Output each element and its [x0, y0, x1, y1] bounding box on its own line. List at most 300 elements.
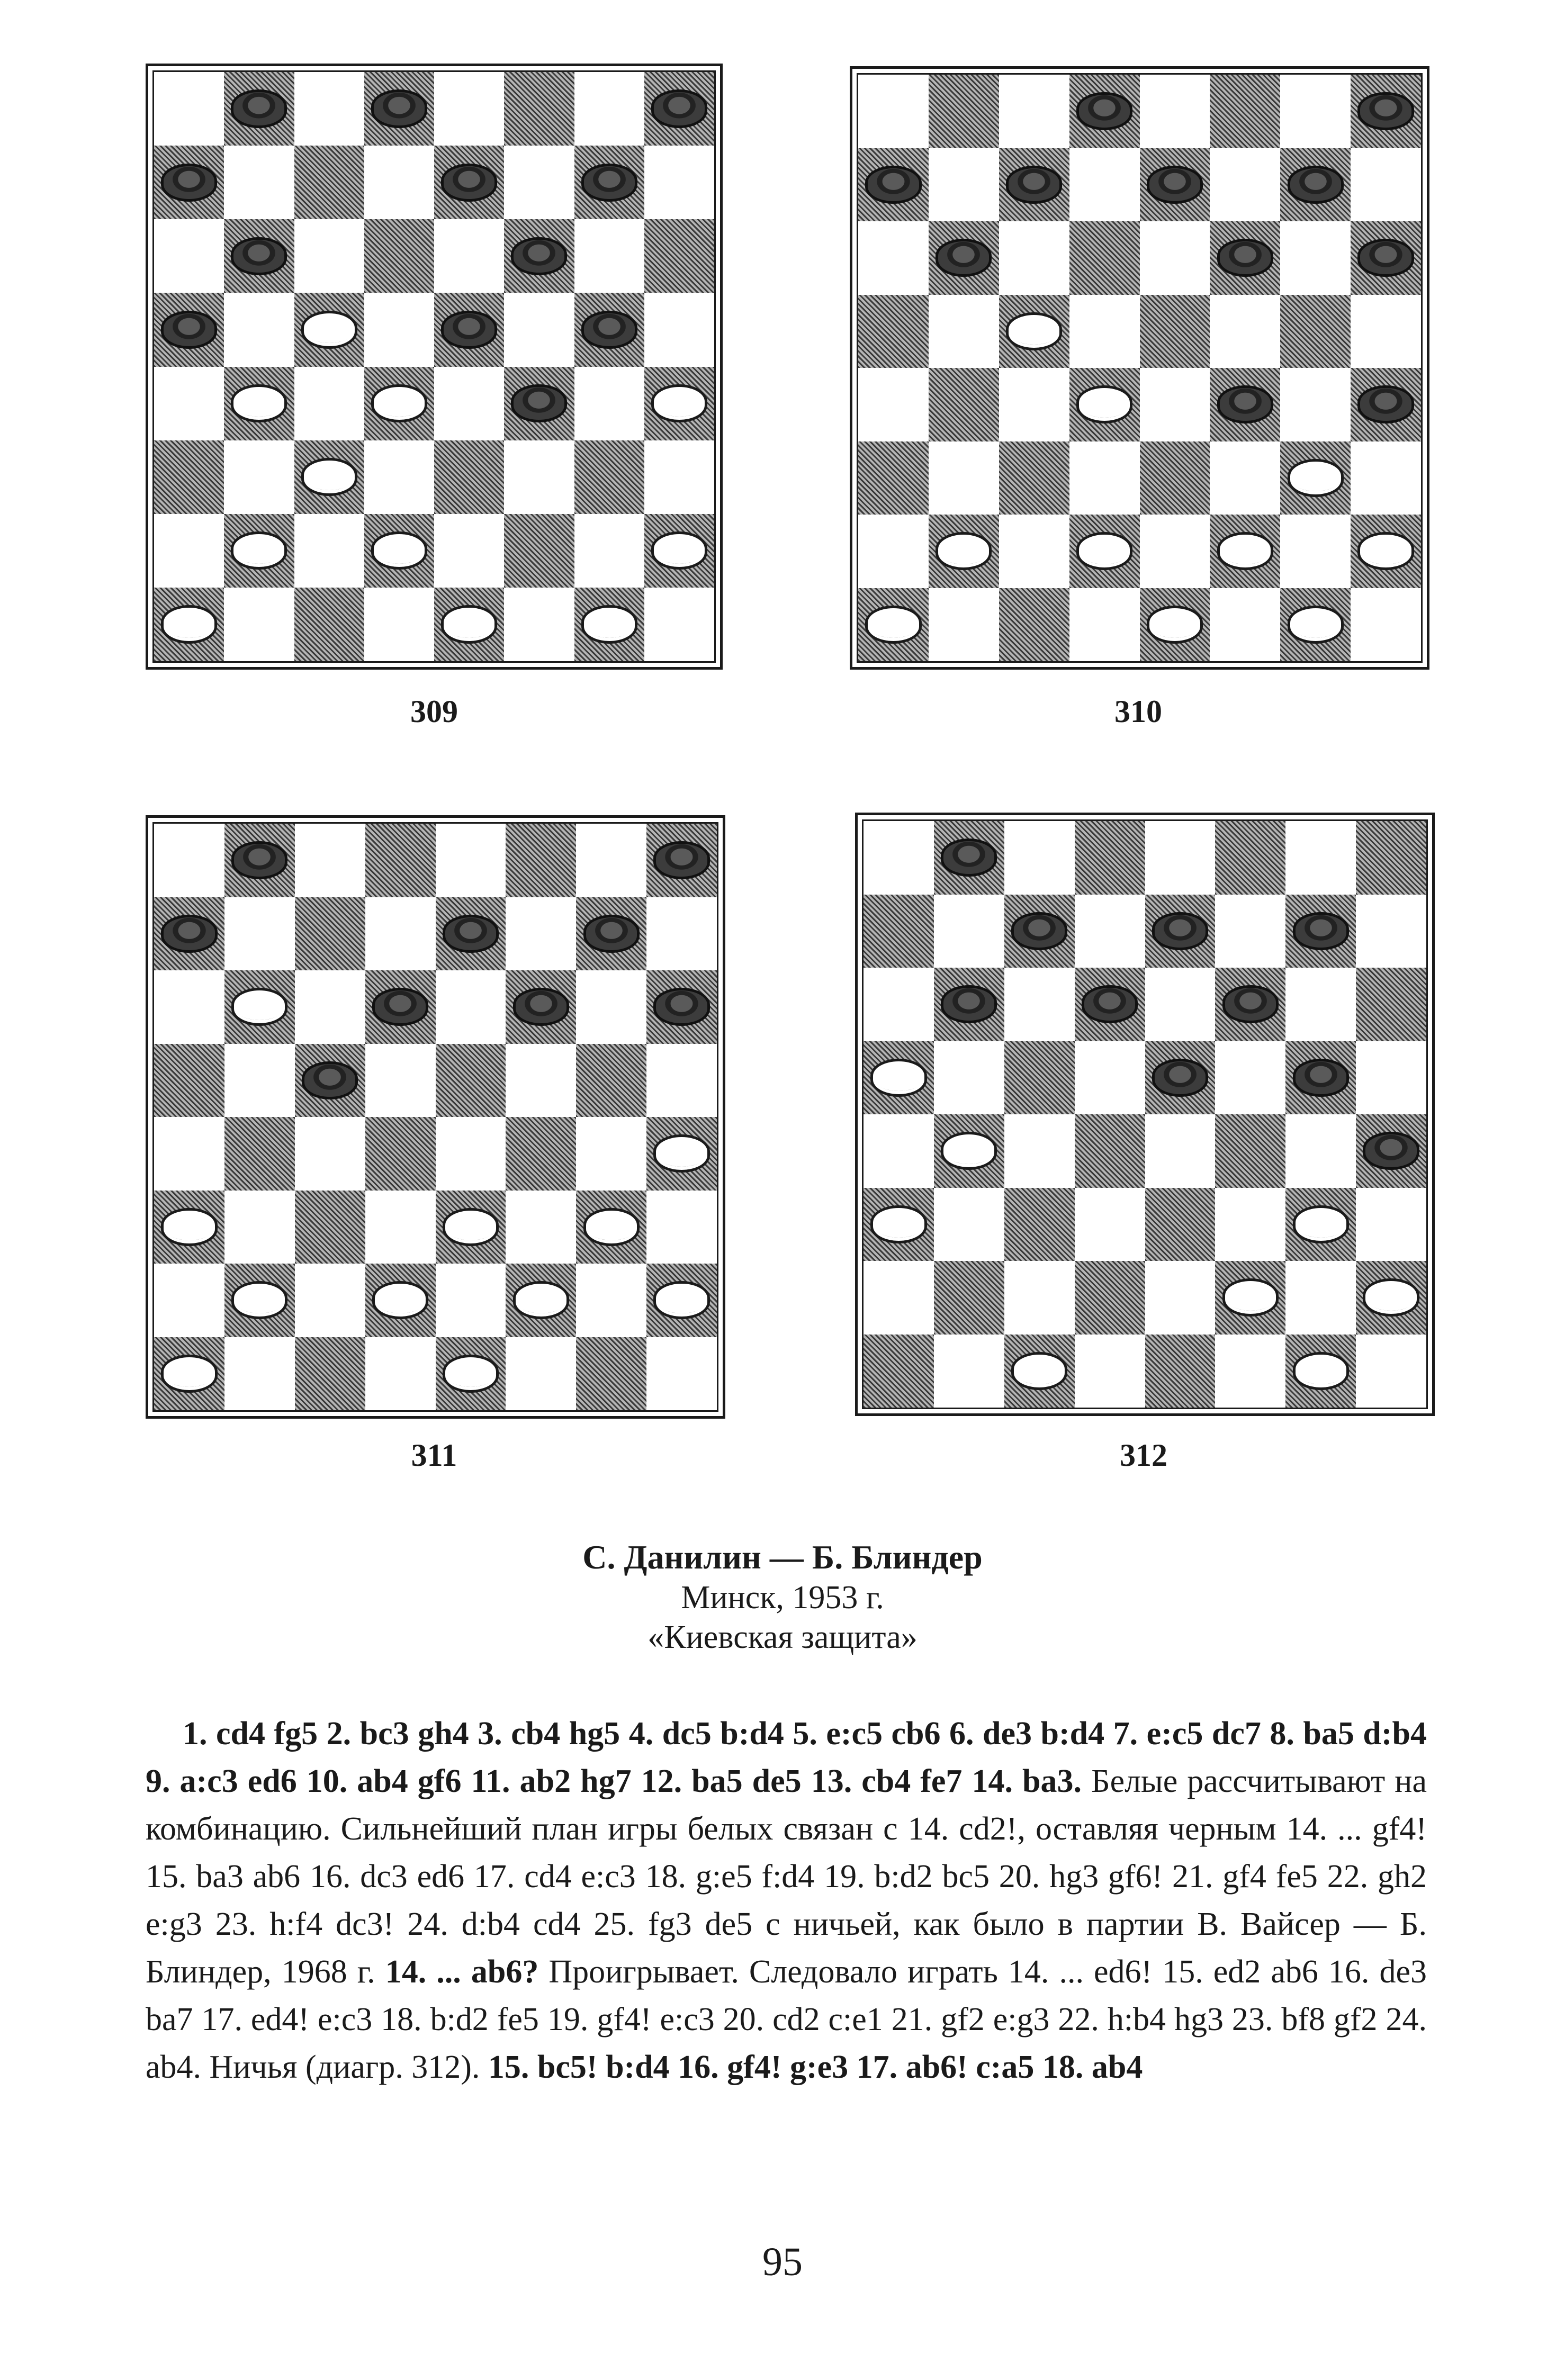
- square-h5: [646, 1044, 717, 1117]
- square-e7: [434, 146, 504, 219]
- square-g1: [576, 1337, 646, 1411]
- black-piece-a7: [161, 915, 217, 953]
- square-h6: [644, 219, 714, 293]
- black-piece-g7: [1293, 912, 1349, 950]
- white-piece-g1: [1293, 1352, 1349, 1390]
- square-c7: [295, 897, 365, 971]
- square-d2: [1075, 1261, 1145, 1335]
- white-piece-b6: [231, 988, 287, 1026]
- black-piece-b8: [941, 839, 997, 877]
- square-d3: [1075, 1188, 1145, 1261]
- commentary-text: Проигрывает. Следовало играть 14. ... ed6! 15. ed2 ab6 16. de3 ba7 17. ed4! e:c3 18. b:d2 fe5 19. gf4! e:c3 20. cd2 c:e1 21. gf2 e:g3 22. h:b4 hg3 23. bf8 gf2 24. ab4. Ничья (диагр. 312).: [146, 1954, 1427, 2085]
- board-312: [862, 819, 1428, 1409]
- square-g4: [576, 1117, 646, 1191]
- white-piece-a5: [870, 1059, 927, 1097]
- square-b1: [934, 1335, 1004, 1408]
- square-g7: [1280, 148, 1351, 222]
- white-piece-c3: [301, 458, 357, 496]
- white-piece-d4: [1076, 385, 1132, 423]
- square-d7: [365, 897, 436, 971]
- square-c7: [999, 148, 1069, 222]
- square-b8: [929, 75, 999, 148]
- square-e3: [1140, 441, 1210, 515]
- white-piece-h4: [651, 384, 707, 422]
- square-c2: [294, 514, 364, 588]
- black-piece-h4: [1357, 385, 1414, 423]
- square-e8: [434, 72, 504, 146]
- square-b3: [224, 440, 294, 514]
- square-f8: [506, 824, 576, 897]
- square-d2: [1069, 515, 1140, 588]
- board-311: [152, 822, 718, 1412]
- square-b3: [929, 441, 999, 515]
- white-piece-h2: [1357, 532, 1414, 570]
- square-a7: [864, 895, 934, 968]
- black-piece-h6: [1357, 239, 1414, 277]
- square-e6: [434, 219, 504, 293]
- square-a3: [858, 441, 929, 515]
- square-b8: [934, 821, 1004, 895]
- square-c7: [294, 146, 364, 219]
- square-h8: [1351, 75, 1421, 148]
- black-piece-g5: [1293, 1059, 1349, 1097]
- white-piece-e1: [441, 605, 497, 643]
- square-b6: [224, 970, 295, 1044]
- black-piece-e5: [1152, 1059, 1208, 1097]
- square-a1: [154, 588, 224, 661]
- square-g2: [1280, 515, 1351, 588]
- square-b5: [929, 295, 999, 368]
- square-d8: [365, 824, 436, 897]
- square-f4: [1210, 368, 1280, 441]
- square-c2: [1004, 1261, 1075, 1335]
- square-d1: [365, 1337, 436, 1411]
- square-b2: [934, 1261, 1004, 1335]
- square-g6: [1280, 221, 1351, 295]
- diagram-number-312: 312: [1120, 1438, 1167, 1473]
- black-piece-g5: [581, 311, 637, 349]
- square-f4: [506, 1117, 576, 1191]
- square-d1: [1069, 588, 1140, 662]
- diagram-311: [146, 815, 725, 1419]
- square-c8: [999, 75, 1069, 148]
- square-f1: [506, 1337, 576, 1411]
- square-h5: [644, 293, 714, 366]
- white-piece-e1: [1147, 606, 1203, 644]
- white-piece-b4: [941, 1132, 997, 1170]
- square-e4: [436, 1117, 506, 1191]
- square-e5: [1145, 1041, 1216, 1115]
- black-piece-e5: [441, 311, 497, 349]
- square-g7: [1285, 895, 1356, 968]
- square-g4: [1285, 1114, 1356, 1188]
- board-frame: [146, 815, 725, 1419]
- black-piece-h8: [1357, 92, 1414, 130]
- square-g2: [576, 1264, 646, 1337]
- square-f5: [506, 1044, 576, 1117]
- square-h5: [1351, 295, 1421, 368]
- square-e7: [436, 897, 506, 971]
- black-piece-d6: [372, 988, 428, 1026]
- square-g2: [574, 514, 644, 588]
- white-piece-g3: [1288, 459, 1344, 497]
- square-e6: [436, 970, 506, 1044]
- square-f5: [1215, 1041, 1285, 1115]
- black-piece-e7: [443, 915, 499, 953]
- square-b7: [934, 895, 1004, 968]
- square-d4: [365, 1117, 436, 1191]
- black-piece-f4: [511, 384, 567, 422]
- square-a2: [858, 515, 929, 588]
- black-piece-b6: [231, 237, 287, 275]
- black-piece-g7: [1288, 166, 1344, 204]
- black-piece-e7: [1152, 912, 1208, 950]
- square-a1: [154, 1337, 224, 1411]
- square-a7: [154, 897, 224, 971]
- square-e5: [436, 1044, 506, 1117]
- square-c5: [295, 1044, 365, 1117]
- square-g8: [574, 72, 644, 146]
- square-h2: [646, 1264, 717, 1337]
- square-b3: [224, 1191, 295, 1264]
- square-b5: [224, 293, 294, 366]
- black-piece-h4: [1363, 1132, 1419, 1170]
- square-g3: [576, 1191, 646, 1264]
- black-piece-d8: [371, 89, 427, 128]
- square-a8: [864, 821, 934, 895]
- square-e5: [1140, 295, 1210, 368]
- square-e8: [1145, 821, 1216, 895]
- square-d7: [1069, 148, 1140, 222]
- square-h3: [1356, 1188, 1426, 1261]
- square-h2: [1351, 515, 1421, 588]
- square-h6: [1356, 968, 1426, 1041]
- page-number: 95: [762, 2240, 803, 2284]
- square-g3: [1285, 1188, 1356, 1261]
- square-c5: [294, 293, 364, 366]
- white-piece-g1: [1288, 606, 1344, 644]
- black-piece-b6: [941, 985, 997, 1023]
- white-piece-b2: [231, 531, 287, 570]
- square-g4: [574, 367, 644, 440]
- square-g8: [576, 824, 646, 897]
- square-g2: [1285, 1261, 1356, 1335]
- black-piece-h6: [653, 988, 709, 1026]
- square-a8: [858, 75, 929, 148]
- square-h7: [646, 897, 717, 971]
- square-h1: [1356, 1335, 1426, 1408]
- white-piece-g1: [581, 605, 637, 643]
- black-piece-e7: [441, 164, 497, 202]
- black-piece-f6: [1222, 985, 1279, 1023]
- square-h2: [1356, 1261, 1426, 1335]
- square-b4: [929, 368, 999, 441]
- square-b5: [934, 1041, 1004, 1115]
- square-g8: [1285, 821, 1356, 895]
- black-piece-h8: [653, 841, 709, 879]
- white-piece-f2: [1217, 532, 1273, 570]
- square-d8: [1069, 75, 1140, 148]
- square-d6: [365, 970, 436, 1044]
- square-g5: [574, 293, 644, 366]
- square-f2: [1210, 515, 1280, 588]
- white-piece-g3: [1293, 1205, 1349, 1243]
- square-c1: [294, 588, 364, 661]
- square-d2: [365, 1264, 436, 1337]
- square-h4: [1351, 368, 1421, 441]
- square-g7: [576, 897, 646, 971]
- square-g1: [574, 588, 644, 661]
- black-piece-f4: [1217, 385, 1273, 423]
- white-piece-a3: [161, 1208, 217, 1246]
- square-c8: [1004, 821, 1075, 895]
- square-h1: [1351, 588, 1421, 662]
- square-b7: [224, 897, 295, 971]
- white-piece-e3: [443, 1208, 499, 1246]
- white-piece-b4: [231, 384, 287, 422]
- square-e8: [1140, 75, 1210, 148]
- square-g5: [1280, 295, 1351, 368]
- square-h8: [1356, 821, 1426, 895]
- square-c8: [294, 72, 364, 146]
- square-h4: [646, 1117, 717, 1191]
- square-d8: [364, 72, 434, 146]
- square-d6: [1075, 968, 1145, 1041]
- square-h7: [1351, 148, 1421, 222]
- diagram-309: [146, 64, 723, 670]
- square-f3: [506, 1191, 576, 1264]
- square-a1: [858, 588, 929, 662]
- white-piece-c1: [1011, 1352, 1067, 1390]
- square-f3: [504, 440, 574, 514]
- diagram-312: [855, 813, 1435, 1416]
- square-h8: [646, 824, 717, 897]
- square-c4: [295, 1117, 365, 1191]
- square-b2: [224, 514, 294, 588]
- white-piece-f2: [513, 1281, 569, 1319]
- white-piece-c5: [301, 311, 357, 349]
- square-g4: [1280, 368, 1351, 441]
- square-f2: [504, 514, 574, 588]
- square-b3: [934, 1188, 1004, 1261]
- square-f1: [1215, 1335, 1285, 1408]
- black-piece-b8: [231, 89, 287, 128]
- square-f8: [504, 72, 574, 146]
- square-g1: [1280, 588, 1351, 662]
- square-a6: [864, 968, 934, 1041]
- square-h7: [1356, 895, 1426, 968]
- commentary-text: Белые рассчитывают на комбинацию. Сильнейший план игры белых связан с 14. cd2!, оставляя черным 14. ... gf4! 15. ba3 ab6 16. dc3 ed6 17. cd4 e:c3 18. g:e5 f:d4 19. b:d2 bc5 20. hg3 gf6! 21. gf4 fe5 22. gh2 e:g3 23. h:f4 dc3! 24. d:b4 cd4 25. fg3 de5 с ничьей, как было в партии В. Вайсер — Б. Блиндер, 1968 г.: [146, 1763, 1427, 1990]
- square-h4: [1356, 1114, 1426, 1188]
- black-piece-d6: [1082, 985, 1138, 1023]
- white-piece-a3: [870, 1205, 927, 1243]
- square-g5: [576, 1044, 646, 1117]
- black-piece-g7: [581, 164, 637, 202]
- white-piece-b2: [231, 1281, 287, 1319]
- square-a5: [154, 293, 224, 366]
- square-f3: [1215, 1188, 1285, 1261]
- square-g3: [574, 440, 644, 514]
- black-piece-e7: [1147, 166, 1203, 204]
- white-piece-h2: [1363, 1278, 1419, 1317]
- square-b8: [224, 72, 294, 146]
- square-c6: [1004, 968, 1075, 1041]
- white-piece-a1: [161, 1355, 217, 1393]
- square-a6: [154, 970, 224, 1044]
- square-a6: [154, 219, 224, 293]
- square-c4: [1004, 1114, 1075, 1188]
- square-a5: [864, 1041, 934, 1115]
- square-e1: [436, 1337, 506, 1411]
- square-a1: [864, 1335, 934, 1408]
- annotation-text: [146, 1710, 1427, 2091]
- square-g1: [1285, 1335, 1356, 1408]
- white-piece-c5: [1006, 312, 1062, 350]
- white-piece-b2: [936, 532, 992, 570]
- square-f7: [504, 146, 574, 219]
- square-h3: [646, 1191, 717, 1264]
- square-c5: [999, 295, 1069, 368]
- square-h6: [1351, 221, 1421, 295]
- square-b1: [224, 588, 294, 661]
- square-b4: [224, 1117, 295, 1191]
- square-f6: [1215, 968, 1285, 1041]
- black-piece-b8: [231, 841, 287, 879]
- white-piece-d2: [371, 531, 427, 570]
- black-piece-a7: [161, 164, 217, 202]
- square-e2: [436, 1264, 506, 1337]
- square-e7: [1140, 148, 1210, 222]
- square-h2: [644, 514, 714, 588]
- square-b6: [934, 968, 1004, 1041]
- game-players: С. Данилин — Б. Блиндер: [582, 1538, 983, 1576]
- square-b7: [929, 148, 999, 222]
- square-e1: [434, 588, 504, 661]
- square-d6: [1069, 221, 1140, 295]
- game-opening: «Киевская защита»: [647, 1619, 918, 1655]
- square-f6: [504, 219, 574, 293]
- square-b4: [224, 367, 294, 440]
- square-a4: [864, 1114, 934, 1188]
- black-piece-f6: [1217, 239, 1273, 277]
- square-d6: [364, 219, 434, 293]
- square-d3: [365, 1191, 436, 1264]
- square-c6: [999, 221, 1069, 295]
- square-c7: [1004, 895, 1075, 968]
- black-piece-c7: [1011, 912, 1067, 950]
- square-h8: [644, 72, 714, 146]
- square-d7: [1075, 895, 1145, 968]
- square-b2: [929, 515, 999, 588]
- square-e5: [434, 293, 504, 366]
- square-c3: [999, 441, 1069, 515]
- board-frame: [855, 813, 1435, 1416]
- square-e3: [436, 1191, 506, 1264]
- black-piece-h8: [651, 89, 707, 128]
- square-f1: [504, 588, 574, 661]
- square-d5: [365, 1044, 436, 1117]
- white-piece-f2: [1222, 1278, 1279, 1317]
- square-e4: [1145, 1114, 1216, 1188]
- square-d1: [364, 588, 434, 661]
- square-g6: [576, 970, 646, 1044]
- square-g3: [1280, 441, 1351, 515]
- square-c8: [295, 824, 365, 897]
- black-piece-d8: [1076, 92, 1132, 130]
- square-e4: [1140, 368, 1210, 441]
- white-piece-h2: [653, 1281, 709, 1319]
- black-piece-c5: [302, 1061, 358, 1099]
- square-d5: [1069, 295, 1140, 368]
- square-c4: [999, 368, 1069, 441]
- square-d7: [364, 146, 434, 219]
- square-b6: [929, 221, 999, 295]
- game-header: [0, 1538, 1565, 1656]
- black-piece-a5: [161, 311, 217, 349]
- board-309: [152, 70, 716, 663]
- square-d2: [364, 514, 434, 588]
- moves-text: 1. cd4 fg5 2. bc3 gh4 3. cb4 hg5 4. dc5 b:d4 5. e:c5 cb6 6. de3 b:d4 7. e:c5 dc7 8. ba5 d:b4 9. a:c3 ed6 10. ab4 gf6 11. ab2 hg7 12. ba5 de5 13. cb4 fe7 14. ba3.: [146, 1716, 1427, 1799]
- board-frame: [146, 64, 723, 670]
- white-piece-h2: [651, 531, 707, 570]
- square-f7: [1215, 895, 1285, 968]
- square-c1: [999, 588, 1069, 662]
- black-piece-c7: [1006, 166, 1062, 204]
- moves-text: 14. ... ab6?: [385, 1954, 549, 1990]
- square-a4: [154, 1117, 224, 1191]
- square-c6: [294, 219, 364, 293]
- diagram-number-309: 309: [410, 694, 458, 729]
- square-h6: [646, 970, 717, 1044]
- square-e6: [1140, 221, 1210, 295]
- square-f3: [1210, 441, 1280, 515]
- square-h1: [646, 1337, 717, 1411]
- square-f7: [506, 897, 576, 971]
- square-d5: [364, 293, 434, 366]
- square-h4: [644, 367, 714, 440]
- square-a2: [864, 1261, 934, 1335]
- square-e4: [434, 367, 504, 440]
- square-h3: [1351, 441, 1421, 515]
- black-piece-b6: [936, 239, 992, 277]
- square-e6: [1145, 968, 1216, 1041]
- square-f5: [504, 293, 574, 366]
- square-a6: [858, 221, 929, 295]
- black-piece-a7: [865, 166, 921, 204]
- square-a4: [858, 368, 929, 441]
- square-c4: [294, 367, 364, 440]
- white-piece-d2: [1076, 532, 1132, 570]
- diagram-number-310: 310: [1114, 694, 1162, 729]
- square-a5: [154, 1044, 224, 1117]
- square-f5: [1210, 295, 1280, 368]
- black-piece-g7: [583, 915, 640, 953]
- square-f7: [1210, 148, 1280, 222]
- square-b1: [929, 588, 999, 662]
- diagram-310: [850, 66, 1429, 670]
- board-310: [857, 73, 1423, 663]
- white-piece-h4: [653, 1134, 709, 1173]
- white-piece-d2: [372, 1281, 428, 1319]
- square-e2: [434, 514, 504, 588]
- square-f6: [506, 970, 576, 1044]
- square-f4: [504, 367, 574, 440]
- square-c1: [1004, 1335, 1075, 1408]
- square-d1: [1075, 1335, 1145, 1408]
- square-d4: [1069, 368, 1140, 441]
- square-h1: [644, 588, 714, 661]
- square-e2: [1145, 1261, 1216, 1335]
